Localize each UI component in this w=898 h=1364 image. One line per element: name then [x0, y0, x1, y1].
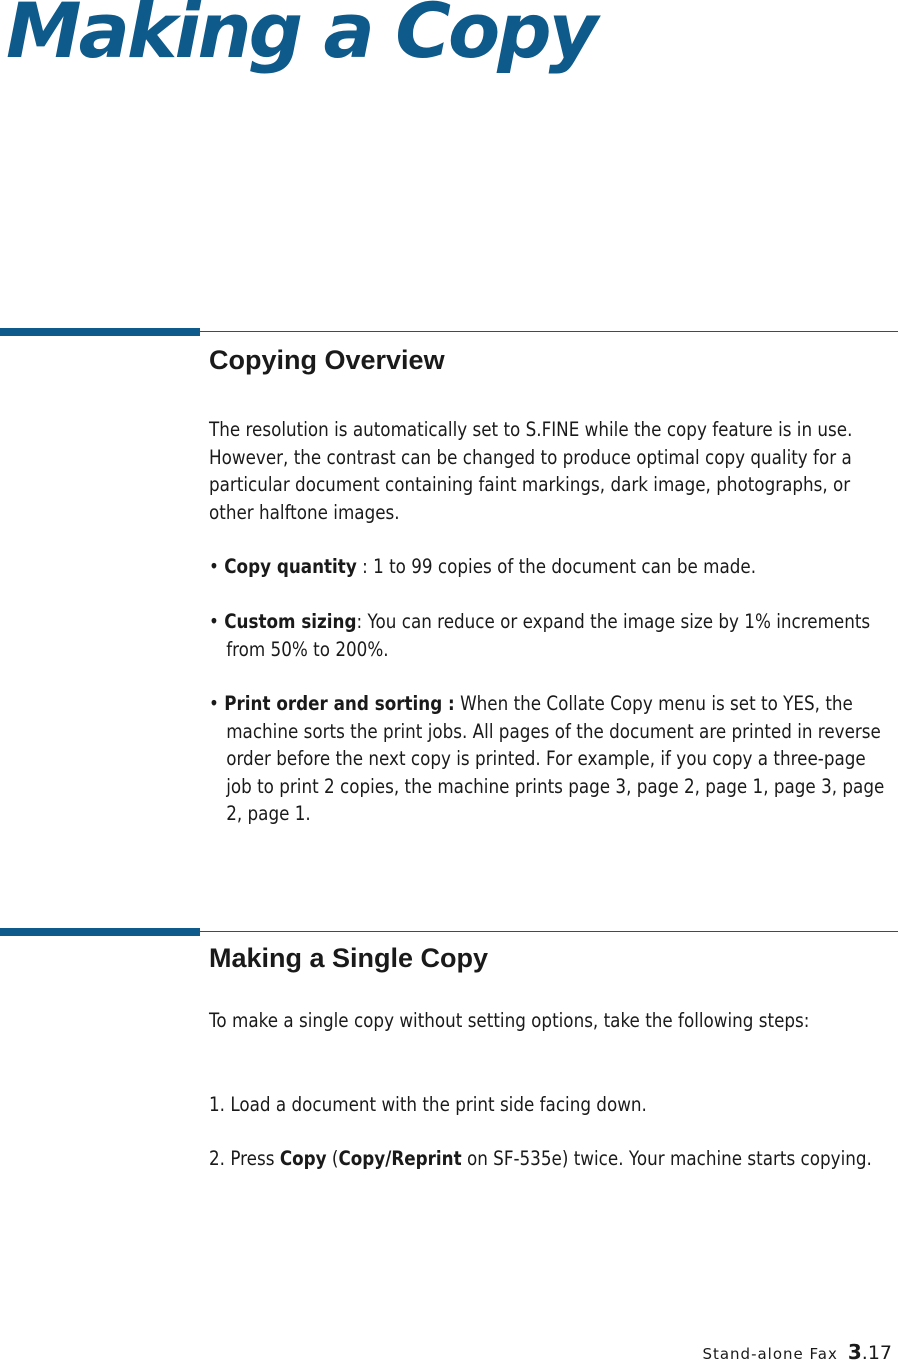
- footer-chapter-label: Stand-alone Fax: [702, 1345, 838, 1363]
- step-text-mid: (: [326, 1147, 339, 1170]
- step-1: [209, 1090, 888, 1119]
- copy-key-label: Copy: [279, 1147, 327, 1170]
- bullet-term: Print order and sorting :: [224, 692, 455, 715]
- page-footer: [702, 1340, 892, 1364]
- step-2: [209, 1144, 888, 1173]
- footer-page-number: .17: [861, 1342, 892, 1364]
- step-number: 1.: [209, 1093, 226, 1116]
- divider-thin-line: [200, 931, 898, 932]
- bullet-term: Copy quantity: [224, 555, 357, 578]
- footer-chapter-number: 3: [847, 1340, 862, 1364]
- step-text-prefix: Press: [230, 1147, 280, 1170]
- bullet-term: Custom sizing: [224, 610, 357, 633]
- bullet-custom-sizing: [209, 608, 895, 663]
- section-divider: [0, 328, 898, 336]
- bullet-copy-quantity: [209, 553, 895, 581]
- section-divider: [0, 928, 898, 936]
- step-text-suffix: on SF-535e) twice. Your machine starts copying.: [461, 1147, 872, 1170]
- section-heading-single-copy: Making a Single Copy: [209, 943, 489, 973]
- bullet-text: : You can reduce or expand the image size by 1% increments from 50% to 200%.: [226, 610, 871, 661]
- bullet-text: When the Collate Copy menu is set to YES, the machine sorts the print jobs. All pages of the document are printed in reverse order before the next copy is printed. For example, if you copy a three-page job to print 2 copies, the machine prints page 3, page 2, page 1, page 3, page 2, page 1.: [226, 692, 885, 825]
- overview-paragraph: The resolution is automatically set to S.FINE while the copy feature is in use. However, the contrast can be changed to produce optimal copy quality for a particular document containing faint markings, dark image, photographs, or other halftone images.: [209, 418, 853, 524]
- step-text: Load a document with the print side facing down.: [230, 1093, 647, 1116]
- bullet-print-order: [209, 690, 895, 828]
- bullet-marker: •: [209, 610, 219, 633]
- bullet-marker: •: [209, 555, 219, 578]
- divider-thick-bar: [0, 928, 200, 936]
- divider-thin-line: [200, 331, 898, 332]
- page-title: Making a Copy: [6, 0, 596, 75]
- section-heading-copying-overview: Copying Overview: [209, 345, 445, 375]
- single-copy-intro: To make a single copy without setting options, take the following steps:: [209, 1009, 810, 1032]
- bullet-marker: •: [209, 692, 219, 715]
- divider-thick-bar: [0, 328, 200, 336]
- copy-reprint-key-label: Copy/Reprint: [338, 1147, 462, 1170]
- bullet-text: : 1 to 99 copies of the document can be made.: [356, 555, 757, 578]
- step-number: 2.: [209, 1147, 226, 1170]
